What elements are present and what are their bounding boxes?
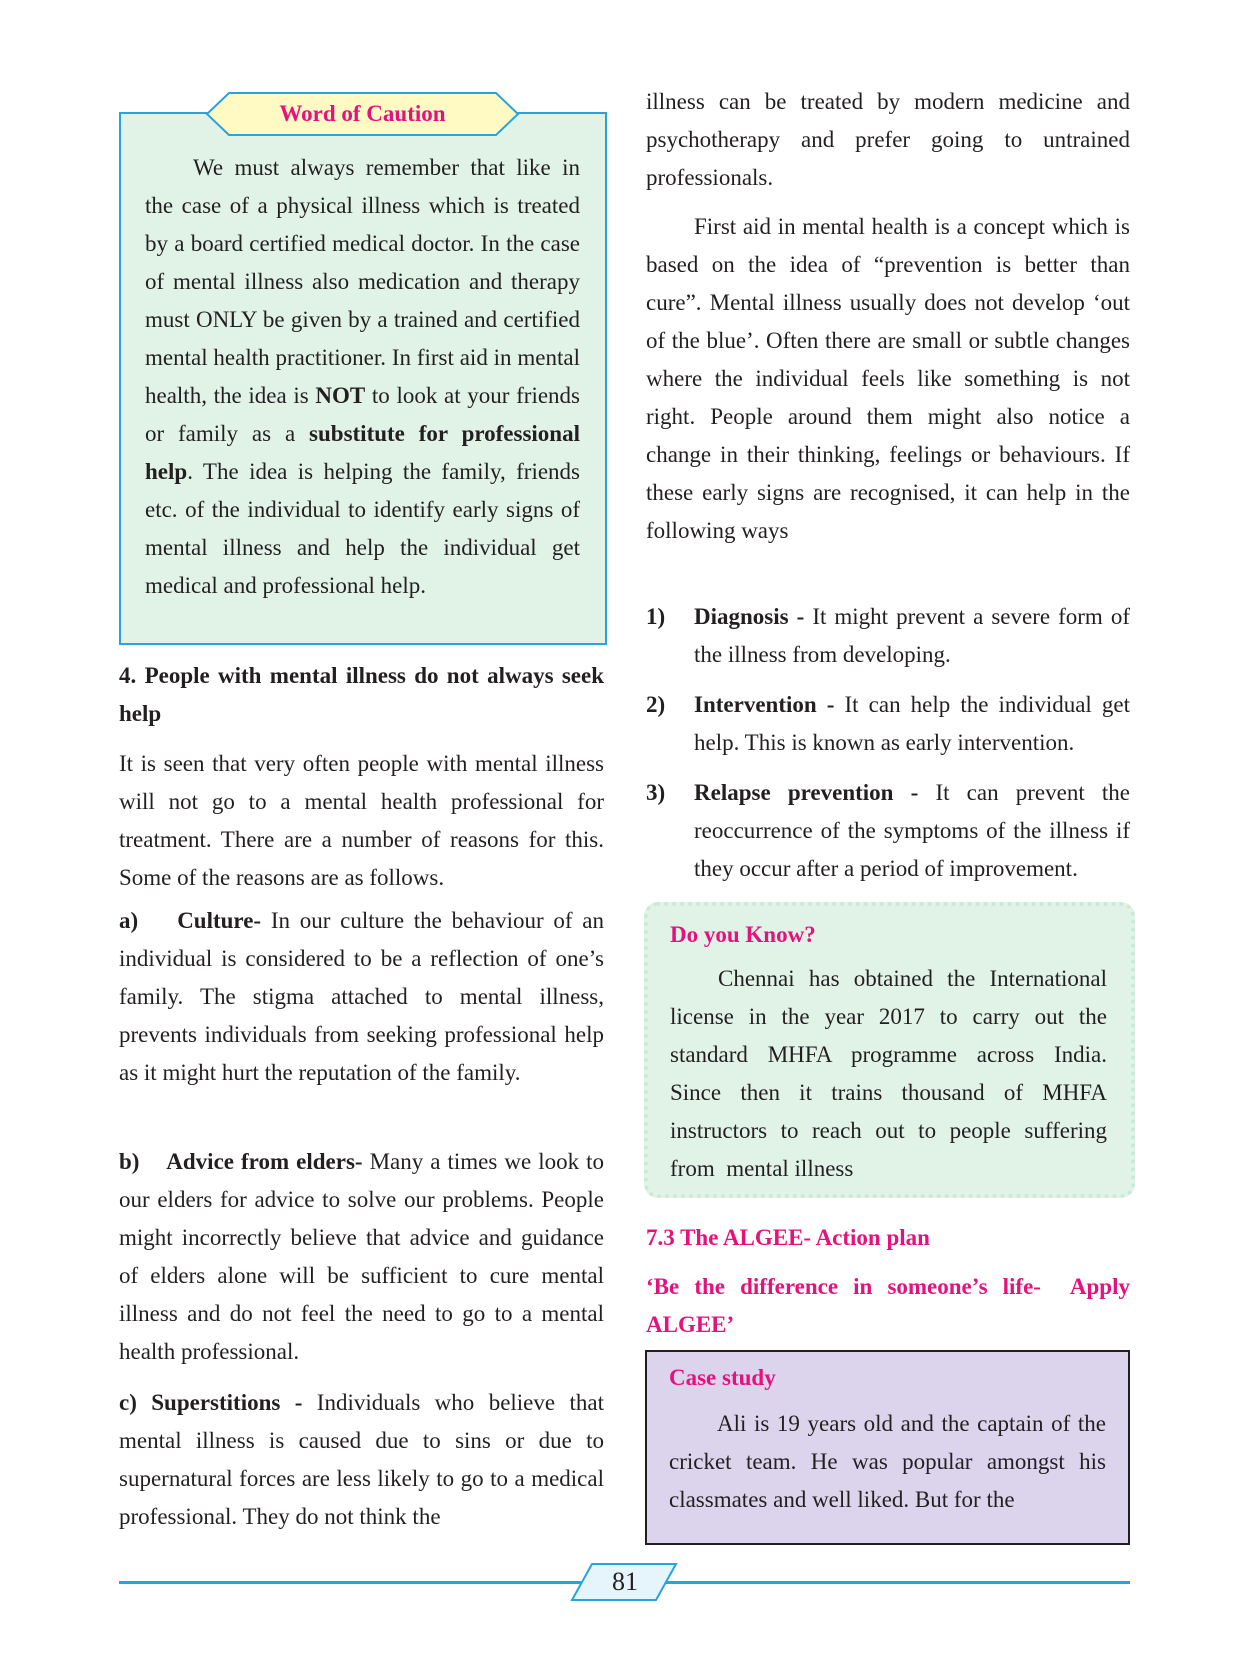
reason-superstitions-label: c) Superstitions - [119, 1390, 303, 1415]
reason-advice-text: Many a times we look to our elders for advice to solve our problems. People might incorrectly believe that advice and guidance of elders alone will be sufficient to cure mental illness and do not feel the need to go to a mental health professional. [119, 1149, 604, 1364]
reason-advice-label: b) Advice from elders- [119, 1149, 363, 1174]
caution-title: Word of Caution [279, 101, 446, 126]
reason-superstitions [119, 1384, 604, 1536]
list-item-text: It can prevent the reoccurrence of the symptoms of the illness if they occur after a period of improvement. [694, 780, 1131, 881]
reason-culture-text: In our culture the behaviour of an individual is considered to be a reflection of one’s family. The stigma attached to mental illness, prevents individuals from seeking professional help as it might hurt the reputation of the family. [119, 908, 605, 1085]
caution-substitute-emphasis: substitute for professional help [145, 421, 580, 484]
section-heading-4: 4. People with mental illness do not always seek help [119, 663, 604, 726]
do-you-know-box [644, 902, 1135, 1198]
word-of-caution-box [119, 112, 607, 645]
list-number: 3) [646, 780, 666, 805]
do-you-know-text: Chennai has obtained the International license in the year 2017 to carry out the standard MHFA programme across India. Since then it trains thousand of MHFA instructors to reach out to people suffering from mental illness [670, 966, 1107, 1181]
list-number: 2) [646, 692, 666, 717]
list-item [646, 598, 1130, 674]
continued-paragraph: illness can be treated by modern medicine and psychotherapy and prefer going to untrained professionals. [646, 89, 1130, 190]
list-item [646, 774, 1130, 888]
first-aid-paragraph: First aid in mental health is a concept which is based on the idea of “prevention is better than cure”. Mental illness usually does not develop ‘out of the blue’. Often there are small or subtle changes where the individual feels like something is not right. People around them might also notice a change in their thinking, feelings or behaviours. If these early signs are recognised, it can help in the following ways [646, 214, 1130, 543]
caution-text-part: . The idea is helping the family, friends etc. of the individual to identify early signs of mental illness and help the individual get medical and professional help. [145, 459, 580, 598]
footer-rule-right [664, 1581, 1130, 1584]
reason-advice [119, 1143, 604, 1371]
caution-text [145, 149, 580, 605]
footer-rule-left [119, 1581, 581, 1584]
list-item-text: It might prevent a severe form of the illness from developing. [694, 604, 1130, 667]
list-item [646, 686, 1130, 762]
list-item-label: Diagnosis - [694, 604, 805, 629]
intro-paragraph: It is seen that very often people with mental illness will not go to a mental health professional for treatment. There are a number of reasons for this. Some of the reasons are as follows. [119, 751, 604, 890]
list-item-label: Relapse prevention - [694, 780, 919, 805]
algee-slogan: ‘Be the difference in someone’s life- Apply ALGEE’ [646, 1274, 1130, 1337]
caution-not-emphasis: NOT [315, 383, 366, 408]
list-item-label: Intervention - [694, 692, 835, 717]
page-number: 81 [612, 1567, 638, 1596]
page-number-badge [570, 1562, 680, 1602]
caution-title-banner [205, 91, 520, 137]
case-study-title: Case study [669, 1365, 776, 1390]
section-heading-7-3: 7.3 The ALGEE- Action plan [646, 1225, 930, 1250]
caution-text-part: We must always remember that like in the case of a physical illness which is treated by a board certified medical doctor. In the case of mental illness also medication and therapy must ONLY be given by a trained and certified mental health practitioner. In first aid in mental health, the idea is [145, 155, 580, 408]
list-number: 1) [646, 604, 666, 629]
caution-text-part: to look at your friends or family as a [145, 383, 580, 446]
list-item-text: It can help the individual get help. This is known as early intervention. [694, 692, 1131, 755]
case-study-text: Ali is 19 years old and the captain of the cricket team. He was popular amongst his classmates and well liked. But for the [669, 1411, 1106, 1512]
reason-superstitions-text: Individuals who believe that mental illness is caused due to sins or due to supernatural forces are less likely to go to a medical professional. They do not think the [119, 1390, 604, 1529]
case-study-box [645, 1350, 1130, 1545]
do-you-know-title: Do you Know? [670, 922, 816, 947]
reason-culture-label: a) Culture- [119, 908, 262, 933]
reason-culture [119, 902, 604, 1092]
